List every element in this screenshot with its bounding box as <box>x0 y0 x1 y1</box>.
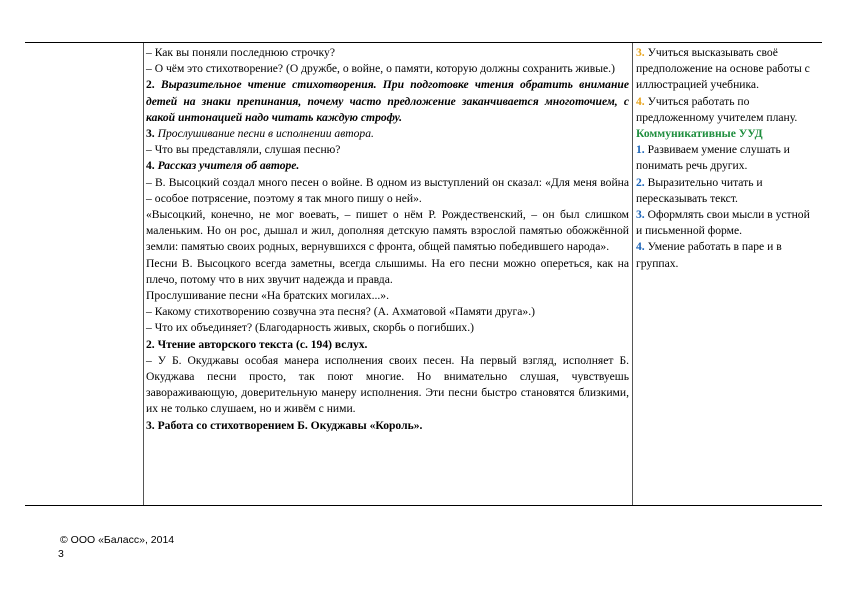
step-reading-text: Выразительное чтение стихотворения. При подготовке чтения обратить внимание детей на знаки препинания, почему часто предложение заканчивается многоточием, с какой интонацией надо читать каждую строфу. <box>146 78 629 124</box>
paragraph: – Какому стихотворению созвучна эта песня? (А. Ахматовой «Памяти друга».) <box>146 305 535 319</box>
step-story-text: Рассказ учителя об авторе. <box>157 159 300 173</box>
communicative-heading: Коммуникативные УУД <box>636 127 763 141</box>
list-item: 1. Развиваем умение слушать и понимать речь других. <box>636 143 790 173</box>
paragraph: Прослушивание песни «На братских могилах...». <box>146 289 389 303</box>
paragraph: – У Б. Окуджавы особая манера исполнения своих песен. На первый взгляд, исполняет Б. Окуджава песни просто, так поют многие. Но внимательно слушая, чувствуешь завораживающую, доверительную манеру исполнения. Эти песни быстро становятся близкими, их не только слушаем, но и живём с ними. <box>146 353 629 416</box>
section-heading: 2. Чтение авторского текста (с. 194) вслух. <box>146 337 368 351</box>
lesson-content-column <box>146 45 629 434</box>
paragraph: Песни В. Высоцкого всегда заметны, всегда слышимы. На его песни можно опереться, как на плечо, потому что в них звучит надежда и правда. <box>146 256 629 286</box>
list-item: 3. Учиться высказывать своё предположение на основе работы с иллюстрацией учебника. <box>636 46 810 92</box>
column-divider <box>632 43 633 505</box>
paragraph: – В. Высоцкий создал много песен о войне. В одном из выступлений он сказал: «Для меня война – особое потрясение, поэтому я так много пишу о ней». <box>146 175 629 205</box>
copyright-footer: © ООО «Баласс», 2014 <box>60 534 175 546</box>
text-line: – Что вы представляли, слушая песню? <box>146 143 341 157</box>
lesson-table <box>25 42 822 506</box>
list-item: 2. Выразительно читать и пересказывать текст. <box>636 175 763 205</box>
step-reading: 2. Выразительное чтение стихотворения. При подготовке чтения обратить внимание детей на знаки препинания, почему часто предложение заканчивается многоточием, с какой интонацией надо читать каждую строфу. <box>146 78 629 124</box>
section-heading: 3. Работа со стихотворением Б. Окуджавы «Король». <box>146 418 423 432</box>
step-listening: 3. Прослушивание песни в исполнении автора. <box>146 127 374 141</box>
step-story: 4. Рассказ учителя об авторе. <box>146 159 300 173</box>
paragraph: – Что их объединяет? (Благодарность живых, скорбь о погибших.) <box>146 321 474 335</box>
list-item: 4. Умение работать в паре и в группах. <box>636 240 782 270</box>
text-line: – О чём это стихотворение? (О дружбе, о войне, о памяти, которую должны сохранить живые.) <box>146 62 615 76</box>
step-listening-text: Прослушивание песни в исполнении автора. <box>157 127 374 141</box>
text-line: – Как вы поняли последнюю строчку? <box>146 46 335 59</box>
list-item: 4. Учиться работать по предложенному учителем плану. <box>636 94 798 124</box>
uud-column <box>636 45 816 272</box>
page-number: 3 <box>58 548 64 560</box>
paragraph: «Высоцкий, конечно, не мог воевать, – пишет о нём Р. Рождественский, – он был слишком маленьким. Но он рос, дышал и жил, дополняя детскую память взрослой памятью обожжённой земли: памятью своих родных, вернувшихся с фронта, общей памятью победившего народа». <box>146 208 629 254</box>
list-item: 3. Оформлять свои мысли в устной и письменной форме. <box>636 208 810 238</box>
column-divider <box>143 43 144 505</box>
